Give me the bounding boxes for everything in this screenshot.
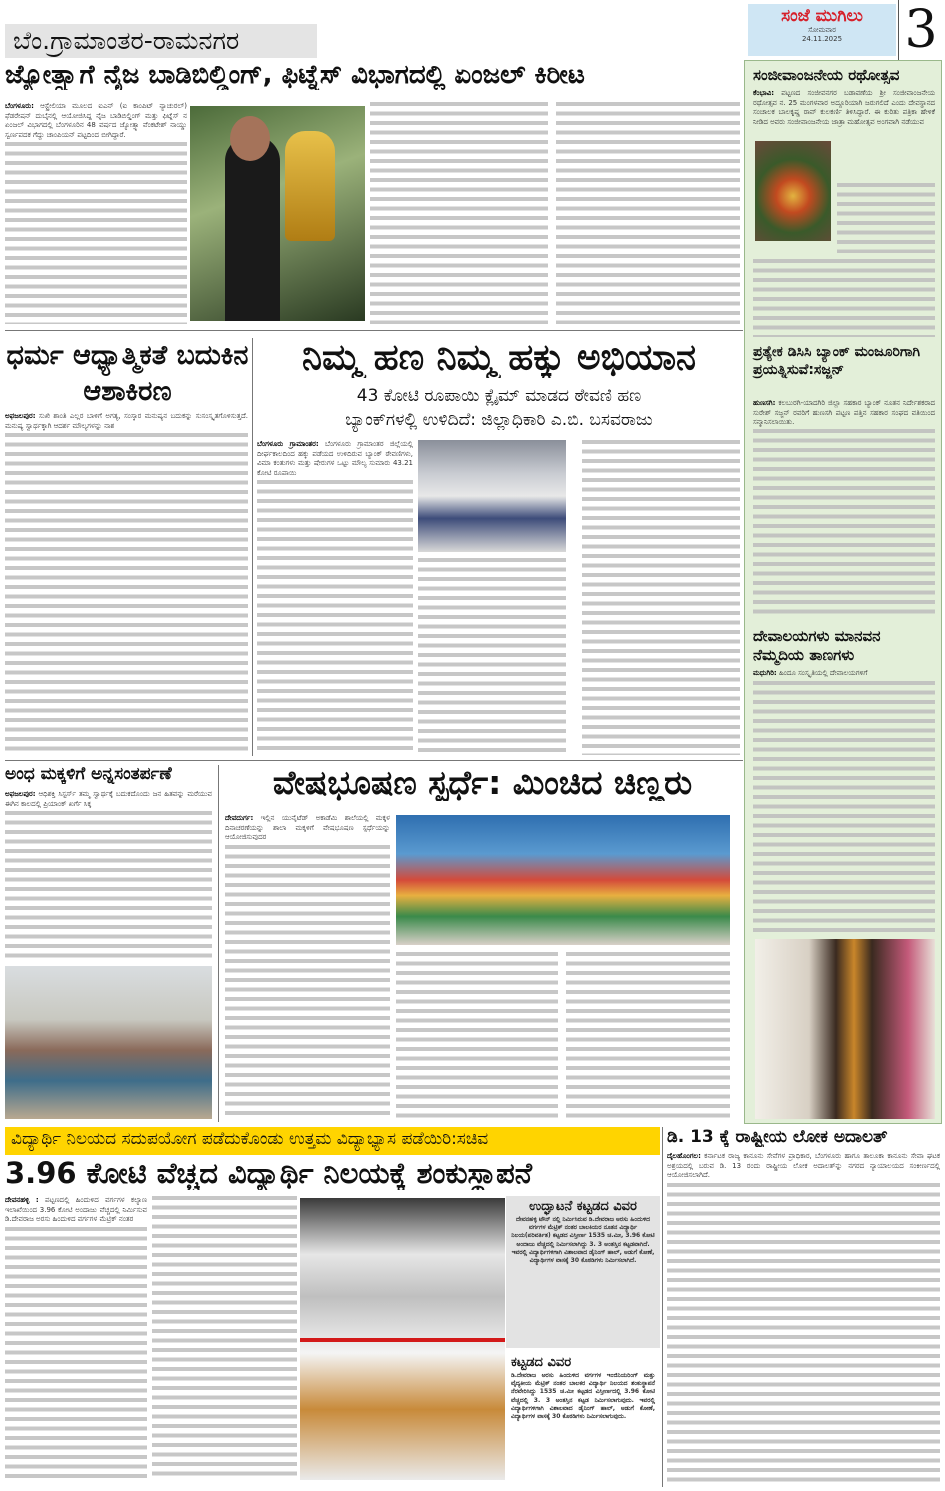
body-text: [257, 480, 413, 755]
dateline: ಕೆಂಭಾವಿ:: [753, 89, 775, 97]
photo-anjaneya-idol: [755, 141, 831, 241]
info-box-text: ಡಿ.ದೇವರಾಜ ಅರಸು ಹಿಂದುಳಿದ ವರ್ಗಗಳ ಇಂಜಿನಿಯರಿಂಗ್ ಮತ್ತು ವೈದ್ಯಕೀಯ ಮೆಟ್ರಿಕ್ ನಂತರ ಬಾಲಕರ ವಿದ್ಯಾರ್ಥಿ ನಿಲಯದ ಶಂಕುಸ್ಥಾಪನೆ ನೆರವೇರಿಸಿದ್ದು 1535 ಚ.ಮೀ ಕಟ್ಟಡದ ವಿಸ್ತೀರ್ಣದಲ್ಲಿ 3.96 ಕೋಟಿ ವೆಚ್ಚದಲ್ಲಿ 3. 3 ಅಂತಸ್ತಿನ ಕಟ್ಟಡ ನಿರ್ಮಿಸಲಾಗುವುದು. ಇವರಲ್ಲಿ ವಿದ್ಯಾರ್ಥಿಗಳಿಗಾಗಿ ವಿಶಾಲವಾದ ಡೈನಿಂಗ್ ಹಾಲ್, ಅಡುಗೆ ಕೋಣೆ, ವಿದ್ಯಾರ್ಥಿಗಳ ವಾಸಕ್ಕೆ 30 ಕೊಠಡಿಗಳು ನಿರ್ಮಿಸಲಾಗುವುದು.: [511, 1372, 655, 1421]
subheadline: ಬ್ಯಾಂಕ್‌ಗಳಲ್ಲಿ ಉಳಿದಿದೆ: ಜಿಲ್ಲಾಧಿಕಾರಿ ಎ.ಬಿ. ಬಸವರಾಜು: [345, 410, 653, 430]
body-text: [396, 952, 558, 1120]
article-jyotsna-col1: [5, 102, 187, 324]
info-box-inauguration: [506, 1196, 660, 1348]
headline-dcc-bank: ಪ್ರತ್ಯೇಕ ಡಿಸಿಸಿ ಬ್ಯಾಂಕ್ ಮಂಜೂರಿಗಾಗಿ ಪ್ರಯತ್ನಿಸುವೆ:ಸಜ್ಜನ್: [753, 344, 921, 378]
divider: [5, 760, 743, 761]
body-text: [418, 558, 566, 755]
article-lead: ಹಿಂದೂ ಸಂಸ್ಕೃತಿಯಲ್ಲಿ ದೇವಾಲಯಗಳಿಗೆ: [778, 669, 868, 677]
body-text: [5, 433, 248, 755]
photo-children-meal: [5, 966, 212, 1119]
body-text: [152, 1196, 297, 1481]
info-box-title: ಉದ್ಘಾಟನೆ ಕಟ್ಟಡದ ವಿವರ: [529, 1199, 637, 1214]
dateline: ಅಫಜಲಪುರ:: [5, 790, 36, 798]
body-text: [582, 440, 740, 755]
body-text: [5, 811, 212, 960]
article-lead: ಕಲಬುರಗಿ-ಯಾದಗಿರಿ ಜಿಲ್ಲಾ ಸಹಕಾರ ಬ್ಯಾಂಕ್ ನೂತನ ನಿರ್ದೇಶಕರಾದ ಸುರೇಶ್ ಸಜ್ಜನ್ ರವರಿಗೆ ಹುಣಸಗಿ ಪಟ್ಟಣ ಪತ್ತಿನ ಸಹಕಾರ ಸಂಘದ ವತಿಯಿಂದ ಸನ್ಮಾನಿಸಲಾಯಿತು.: [753, 399, 936, 426]
headline-temples: ದೇವಾಲಯಗಳು ಮಾನವನ ನೆಮ್ಮದಿಯ ತಾಣಗಳು: [753, 627, 881, 664]
body-text: [753, 429, 935, 617]
article-lead: ಬೆಂಗಳೂರು ಗ್ರಾಮಾಂತರ ಜಿಲ್ಲೆಯಲ್ಲಿ ದೀರ್ಘಕಾಲದಿಂದ ಹಕ್ಕು ಪಡೆಯದ ಉಳಿದಿರುವ ಬ್ಯಾಂಕ್ ಠೇವಣಿಗಳು, ವಿಮಾ ಕಂತುಗಳು ಮತ್ತು ಷೇರುಗಳ ಒಟ್ಟು ಮೌಲ್ಯ ಸುಮಾರು 43.21 ಕೋಟಿ ರೂಪಾಯಿ: [257, 440, 413, 477]
article-lok-adalat: [667, 1152, 940, 1487]
page-number: 3: [898, 0, 943, 60]
dateline: ಅಫಜಲಪುರ:: [5, 412, 36, 420]
article-lead: ಕರ್ನಾಟಕ ರಾಜ್ಯ ಕಾನೂನು ಸೇವೆಗಳ ಪ್ರಾಧಿಕಾರ, ಬೆಂಗಳೂರು ಹಾಗೂ ತಾಲೂಕಾ ಕಾನೂನು ಸೇವಾ ಘಟಕ ಅಶ್ರಯದಲ್ಲಿ ಬರುವ ಡಿ. 13 ರಂದು ರಾಷ್ಟ್ರೀಯ ಲೋಕ ಅದಾಲತ್‌ನ್ನು ನಗರದ ನ್ಯಾಯಾಲಯದ ಸಂಕೀರ್ಣದಲ್ಲಿ ಆಯೋಜಿಸಲಾಗಿದೆ.: [667, 1152, 940, 1179]
article-lead: ಪಟ್ಟಣದ ಸಂಜೀವನಗರ ಬಡಾವಣೆಯ ಶ್ರೀ ಸಂಜೀವಾಂಜನೇಯ ರಥೋತ್ಸವ ನ. 25 ಮಂಗಳವಾರ ಅದ್ದೂರಿಯಾಗಿ ಜರುಗಲಿದೆ ಎಂದು ದೇವಸ್ಥಾನದ ಸಂಚಾಲಕ ಬಾಲಕೃಷ್ಣ ರಾವ್ ಕುಲಕರ್ಣಿ ತಿಳಿಸಿದ್ದಾರೆ. ಈ ಕುರಿತು ಪತ್ರಿಕಾ ಹೇಳಿಕೆ ನೀಡಿದ ಅವರು ಸಂಜೀವಾಂಜನೇಯ ಜಾತ್ರಾ ಮಹೋತ್ಸವ ಅಂಗವಾಗಿ ನಡೆಯುವ: [753, 89, 935, 126]
dateline: ದೈಲಹೊಂಗಲ:: [667, 1152, 701, 1160]
subheadline: 43 ಕೋಟಿ ರೂಪಾಯಿ ಕ್ಲೈಮ್ ಮಾಡದ ಠೇವಣಿ ಹಣ: [356, 386, 642, 406]
body-text: [753, 259, 935, 337]
article-hostel-col1: [5, 1196, 147, 1481]
day-label: ಸೋಮವಾರ: [808, 26, 836, 34]
headline-jyotsna: ಜ್ಯೋತ್ಸ್ನಾಗೆ ನೈಜ ಬಾಡಿಬಿಲ್ಡಿಂಗ್, ಫಿಟ್ನೆಸ್ ವಿಭಾಗದಲ್ಲಿ ಏಂಜಲ್ ಕಿರೀಟ: [5, 61, 585, 90]
dateline: ಮಧುಗಿರಿ:: [753, 669, 777, 677]
article-dharma: [5, 412, 248, 755]
photo-jyotsna-trophy: [190, 106, 365, 321]
body-text: [667, 1183, 940, 1488]
date-label: 24.11.2025: [801, 35, 843, 43]
dateline: ಬೆಂಗಳೂರು ಗ್ರಾಮಾಂತರ:: [257, 440, 319, 448]
article-lead: ಆಧಿಶಕ್ತಿ ಸಿಸ್ಟರ್ಸ್ ತಮ್ಮ ಸ್ವಾರ್ಥಕ್ಕೆ ಬದುಕದೊಂದು ಜನ ಹಿತವನ್ನು ಮರೆಯುವ ಈಗಿನ ಕಾಲದಲ್ಲಿ ಪ್ರಿಯಾಂಕ್ ಖರ್ಗೆ ಸಿಕ್ಕ: [5, 790, 212, 808]
photo-costume-contest: [396, 815, 730, 945]
article-lead: ಆಸ್ಟ್ರೇಲಿಯಾ ಮೂಲದ ಐಎನ್ (ಐ ಕಾಂಪಿಟ್ ನ್ಯಾಚುರಲ್) ಫೆಡರೇಷನ್ ದುಬೈನಲ್ಲಿ ಆಯೋಜಿಸಿದ್ದ ನೈಜ ಬಾಡಿಬಿಲ್ಡಿಂಗ್ ಮತ್ತು ಫಿಟ್ನೆಸ್ ನ ಏಂಜಲ್ ವಿಭಾಗದಲ್ಲಿ ಬೆಂಗಳೂರಿನ 48 ವರ್ಷದ ಜ್ಯೋತ್ಸ್ನಾ ವೆಂಕಟೇಶ್ ನಾಯ್ಡು ಸ್ವರ್ಣಪದಕ ಗೆದ್ದು ಚಾಂಪಿಯನ್ ಪಟ್ಟದಿಂದ ಬೀಗಿದ್ದಾರೆ.: [5, 102, 187, 139]
body-text: [5, 142, 187, 324]
section-header: ಬೆಂ.ಗ್ರಾಮಾಂತರ-ರಾಮನಗರ: [5, 24, 317, 58]
article-nimma-hana-col1: [257, 440, 413, 755]
headline-rathotsava: ಸಂಜೀವಾಂಜನೇಯ ರಥೋತ್ಸವ: [753, 67, 900, 84]
newspaper-logo: ಸಂಜೆ ಮುಗಿಲು: [781, 6, 863, 26]
body-text: [225, 845, 390, 1121]
body-text: [566, 952, 730, 1120]
dateline: ದೇವದುರ್ಗ:: [225, 814, 254, 822]
column-divider: [662, 1127, 663, 1487]
body-text: [837, 183, 935, 253]
article-lead: ಪಟ್ಟಣದಲ್ಲಿ ಹಿಂದುಳಿದ ವರ್ಗಗಳ ಕಲ್ಯಾಣ ಇಲಾಖೆಯಿಂದ 3.96 ಕೋಟಿ ಅಂದಾಜು ವೆಚ್ಚದಲ್ಲಿ ನಿರ್ಮಿಸುವ ಡಿ.ದೇವರಾಜ ಅರಸು ಹಿಂದುಳಿದ ವರ್ಗಗಳ ಮೆಟ್ರಿಕ್ ನಂತರ: [5, 1196, 147, 1223]
headline-veshabhushana: ವೇಷಭೂಷಣ ಸ್ಪರ್ಧೆ: ಮಿಂಚಿದ ಚಿಣ್ಣರು: [272, 765, 693, 802]
article-jyotsna-col3: [556, 102, 740, 324]
article-jyotsna-col2: [370, 102, 548, 324]
photo-ribbon-cutting: [300, 1198, 505, 1480]
dateline: ಹುಣಸಗಿ:: [753, 399, 776, 407]
headline-lok-adalat: ಡಿ. 13 ಕ್ಕೆ ರಾಷ್ಟ್ರೀಯ ಲೋಕ ಅದಾಲತ್: [667, 1128, 888, 1147]
article-veshabhushana-col1: [225, 814, 390, 1120]
article-lead: ಇಲ್ಲಿನ ಯುನೈಟೆಡ್ ಅಕಾಡೆಮಿ ಶಾಲೆಯಲ್ಲಿ ಮಕ್ಕಳ ದಿನಾಚರಣೆಯನ್ನು ಶಾಲಾ ಮಕ್ಕಳಿಗೆ ವೇಷಭೂಷಣ ಸ್ಪರ್ಧೆಯನ್ನು ಆಯೋಜಿಸುವುದರ: [225, 814, 390, 841]
body-text: [753, 681, 935, 933]
photo-dc-event: [418, 440, 566, 552]
info-box-title: ಕಟ್ಟಡದ ವಿವರ: [511, 1355, 572, 1370]
article-lead: ಸುಖಿ ಶಾಂತಿ ಎಲ್ಲರ ಬಾಳಿಗೆ ಅಗತ್ಯ, ಸಂಸ್ಕಾರ ಮನುಷ್ಯನ ಬದುಕನ್ನು ಸುಸಂಸ್ಕೃತಗೊಳಿಸುತ್ತದೆ. ಮನುಷ್ಯ ಸ್ವಾರ್ಥಕ್ಕಾಗಿ ಆದರ್ಶ ಮೌಲ್ಯಗಳನ್ನು ನಾಶ: [5, 412, 248, 430]
article-andha-makkalu: [5, 790, 212, 960]
headline-dharma: ಧರ್ಮ ಆಧ್ಯಾತ್ಮಿಕತೆ ಬದುಕಿನ ಆಶಾಕಿರಣ: [6, 340, 249, 407]
masthead: [748, 4, 896, 56]
column-divider: [218, 765, 219, 1122]
divider: [5, 330, 743, 331]
column-divider: [252, 338, 253, 756]
photo-temple-visit: [755, 939, 935, 1119]
banner-hostel-minister: ವಿದ್ಯಾರ್ಥಿ ನಿಲಯದ ಸದುಪಯೋಗ ಪಡೆದುಕೊಂಡು ಉತ್ತಮ ವಿದ್ಯಾಭ್ಯಾಸ ಪಡೆಯಿರಿ:ಸಚಿವ: [5, 1127, 660, 1155]
info-box-text: ದೇವನಹಳ್ಳಿ ಟೌನ್ ನಲ್ಲಿ ನಿರ್ಮಿಸಿರುವ ಡಿ.ದೇವರಾಜ ಅರಸು ಹಿಂದುಳಿದ ವರ್ಗಗಳ ಮೆಟ್ರಿಕ್ ನಂತರ ಬಾಲಕಿಯರ ನೂತನ ವಿದ್ಯಾರ್ಥಿ ನಿಲಯ(ಪರಿವರ್ತಿತ) ಕಟ್ಟಡದ ವಿಸ್ತೀರ್ಣ 1535 ಚ.ಮೀ, 3.96 ಕೋಟಿ ಅಂದಾಜು ವೆಚ್ಚದಲ್ಲಿ ನಿರ್ಮಿಸಲಾಗಿದ್ದು 3. 3 ಅಂತಸ್ತಿನ ಕಟ್ಟಡವಾಗಿದೆ. ಇವರಲ್ಲಿ ವಿದ್ಯಾರ್ಥಿಗಳಿಗಾಗಿ ವಿಶಾಲವಾದ ಡೈನಿಂಗ್ ಹಾಲ್, ಅಡುಗೆ ಕೋಣೆ, ವಿದ್ಯಾರ್ಥಿಗಳ ವಾಸಕ್ಕೆ 30 ಕೊಠಡಿಗಳು ನಿರ್ಮಿಸಲಾಗಿದೆ.: [511, 1216, 655, 1265]
headline-hostel-foundation: 3.96 ಕೋಟಿ ವೆಚ್ಚದ ವಿದ್ಯಾರ್ಥಿ ನಿಲಯಕ್ಕೆ ಶಂಕುಸ್ಥಾಪನೆ: [5, 1158, 533, 1190]
body-text: [5, 1227, 147, 1482]
dateline: ಬೆಂಗಳೂರು:: [5, 102, 34, 110]
dateline: ದೇವನಹಳ್ಳಿ :: [5, 1196, 39, 1204]
info-box-building: [506, 1352, 660, 1482]
headline-nimma-hana: ನಿಮ್ಮ ಹಣ ನಿಮ್ಮ ಹಕ್ಕು ಅಭಿಯಾನ: [301, 338, 697, 378]
headline-andha-makkalu: ಅಂಧ ಮಕ್ಕಳಿಗೆ ಅನ್ನಸಂತರ್ಪಣೆ: [5, 765, 172, 784]
sidebar: [744, 60, 942, 1124]
